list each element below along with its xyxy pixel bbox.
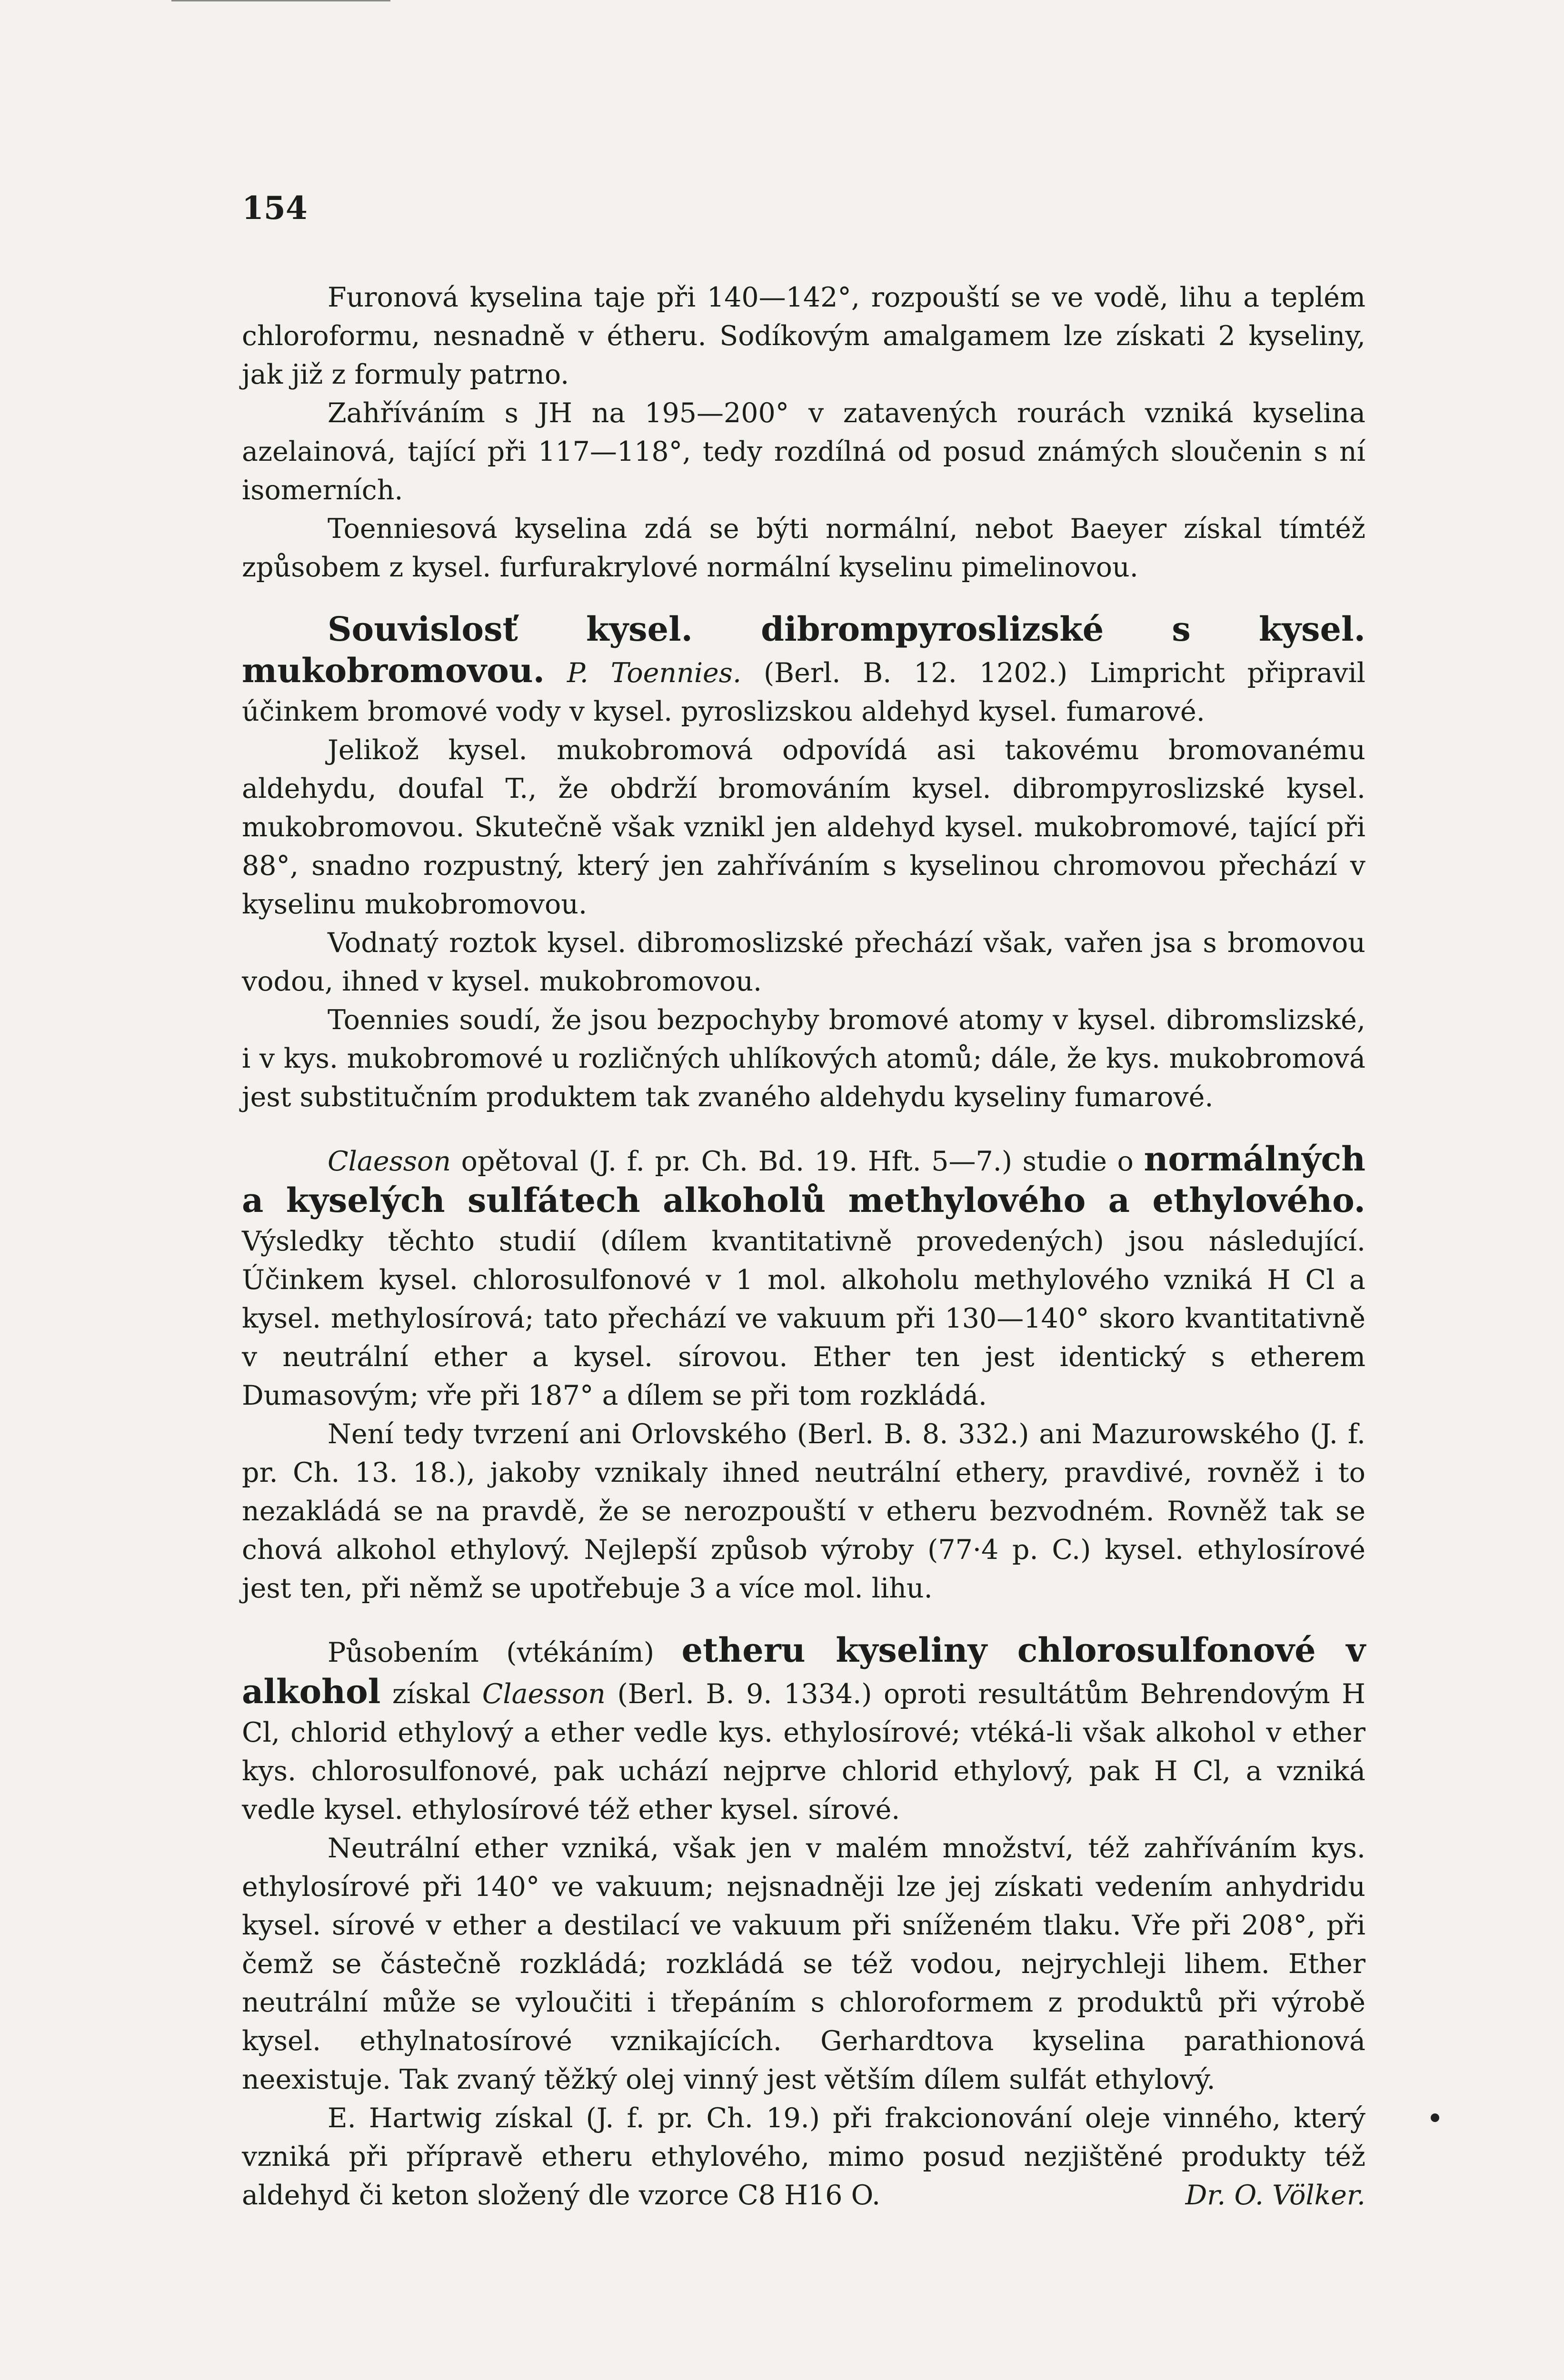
signature: Dr. O. Völker. xyxy=(1185,2180,1365,2211)
paragraph-neni-tedy: Není tedy tvrzení ani Orlovského (Berl. B. 8. 332.) ani Mazurowského (J. f. pr. Ch. 13. 18.), jakoby vznikaly ihned neutrální ethery, pravdivé, rovněž i to nezakládá se na pravdě, že se nerozpouští v etheru bezvodném. Rovněž tak se chová alkohol ethylový. Nejlepší způsob výroby (77·4 p. C.) kysel. ethylosírové jest ten, při němž se upotřebuje 3 a více mol. lihu. xyxy=(242,1418,1365,1604)
paragraph-vodnaty: Vodnatý roztok kysel. dibromoslizské přechází však, vařen jsa s bromovou vodou, ihned v kysel. mukobromovou. xyxy=(242,927,1365,997)
paragraph-zahrivanim: Zahříváním s JH na 195—200° v zatavených rourách vzniká kyselina azelainová, tající při 117—118°, tedy rozdílná od posud známých sloučenin s ní isomerních. xyxy=(242,397,1365,506)
scan-speck xyxy=(1431,2113,1439,2122)
section-heading-sulfaty: normálných a kyselých sulfátech alkoholů methylového a ethylového. xyxy=(242,1139,1365,1220)
paragraph-hartwig xyxy=(242,2099,1365,2215)
author-claesson: Claesson xyxy=(328,1146,451,1177)
hartwig-text: E. Hartwig získal (J. f. pr. Ch. 19.) při frakcionování oleje vinného, který vzniká při přípravě etheru ethylového, mimo posud nezjištěné produkty též aldehyd či keton složený dle vzorce C8 H16 O. xyxy=(242,2102,1365,2211)
claesson-results: Výsledky těchto studií (dílem kvantitativně provedených) jsou následující. Účinkem kysel. chlorosulfonové v 1 mol. alkoholu methylového vzniká H Cl a kysel. methylosírová; tato přechází ve vakuum při 130—140° skoro kvantitativně v neutrální ether a kysel. sírovou. Ether ten jest identický s etherem Dumasovým; vře při 187° a dílem se při tom rozkládá. xyxy=(242,1226,1365,1411)
paragraph-souvislost xyxy=(242,610,1365,731)
author-claesson-2: Claesson xyxy=(482,1678,606,1710)
paragraph-claesson xyxy=(242,1140,1365,1415)
paragraph-jelikoz: Jelikož kysel. mukobromová odpovídá asi takovému bromovanému aldehydu, doufal T., že obdrží bromováním kysel. dibrompyroslizské kysel. mukobromovou. Skutečně však vznikl jen aldehyd kysel. mukobromové, tající při 88°, snadno rozpustný, který jen zahříváním s kyselinou chromovou přechází v kyselinu mukobromovou. xyxy=(242,734,1365,920)
pusobenim-ziskal: získal xyxy=(392,1678,471,1710)
section-heading-chlorosulfonova: etheru kyseliny chlorosulfonové v alkohol xyxy=(242,1630,1365,1711)
paragraph-neutralni-ether: Neutrální ether vzniká, však jen v malém množství, též zahříváním kys. ethylosírové při 140° ve vakuum; nejsnadněji lze jej získati vedením anhydridu kysel. sírové v ether a destilací ve vakuum při sníženém tlaku. Vře při 208°, při čemž se částečně rozkládá; rozkládá se též vodou, nejrychleji lihem. Ether neutrální může se vyloučiti i třepáním s chloroformem z produktů při výrobě kysel. ethylnatosírové vznikajících. Gerhardtova kyselina parathionová neexistuje. Tak zvaný těžký olej vinný jest větším dílem sulfát ethylový. xyxy=(242,1833,1365,2095)
scan-edge-mark xyxy=(171,0,390,30)
paragraph-furonova: Furonová kyselina taje při 140—142°, rozpouští se ve vodě, lihu a teplém chloroformu, nesnadně v étheru. Sodíkovým amalgamem lze získati 2 kyseliny, jak již z formuly patrno. xyxy=(242,282,1365,390)
section-heading-souvislost: Souvislosť kysel. dibrompyroslizské s kysel. mukobromovou. xyxy=(242,609,1365,690)
paragraph-limpricht: (Berl. B. 12. 1202.) Limpricht připravil účinkem bromové vody v kysel. pyroslizskou aldehyd kysel. fumarové. xyxy=(242,657,1365,727)
body-text xyxy=(242,278,1365,2215)
paragraph-toennies-soudi: Toennies soudí, že jsou bezpochyby bromové atomy v kysel. dibromslizské, i v kys. mukobromové u rozličných uhlíkových atomů; dále, že kys. mukobromová jest substitučním produktem tak zvaného aldehydu kyseliny fumarové. xyxy=(242,1004,1365,1113)
paragraph-toenniesova: Toenniesová kyselina zdá se býti normální, nebot Baeyer získal tímtéž způsobem z kysel. furfurakrylové normální kyselinu pimelinovou. xyxy=(242,513,1365,583)
paragraph-pusobenim xyxy=(242,1631,1365,1829)
page-number: 154 xyxy=(242,189,308,227)
pusobenim-intro: Působením (vtékáním) xyxy=(328,1637,655,1668)
author-toennies: P. Toennies. xyxy=(567,657,742,689)
claesson-citation: opětoval (J. f. pr. Ch. Bd. 19. Hft. 5—7.) studie o xyxy=(461,1146,1134,1177)
pusobenim-text: (Berl. B. 9. 1334.) oproti resultátům Behrendovým H Cl, chlorid ethylový a ether vedle kys. ethylosírové; vtéká-li však alkohol v ether kys. chlorosulfonové, pak uchází nejprve chlorid ethylový, pak H Cl, a vzniká vedle kysel. ethylosírové též ether kysel. sírové. xyxy=(242,1678,1366,1825)
